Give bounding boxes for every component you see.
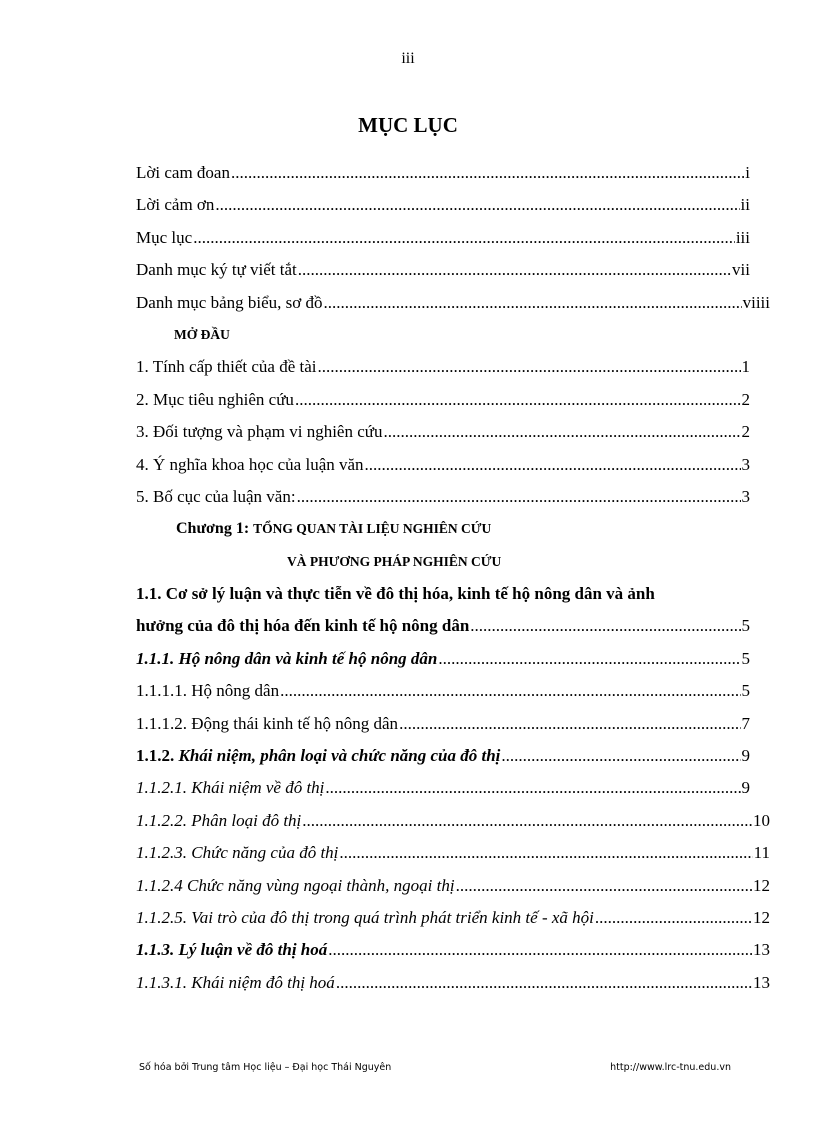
toc-entry-label: 2. Mục tiêu nghiên cứu xyxy=(136,389,294,409)
toc-entry-1-1-2-2[interactable] xyxy=(136,805,770,837)
toc-entry-page: 3 xyxy=(741,454,750,474)
toc-entry-1-1-2[interactable] xyxy=(136,740,750,772)
toc-entry-muc-luc[interactable] xyxy=(136,222,750,254)
toc-entry-page: 5 xyxy=(741,681,750,701)
toc-entry-page: 13 xyxy=(753,940,770,960)
toc-entry-page: 9 xyxy=(741,778,750,798)
toc-entry-label: 1.1.1. Hộ nông dân và kinh tế hộ nông dân xyxy=(136,648,438,668)
toc-entry-loi-cam-doan[interactable] xyxy=(136,157,750,189)
dot-leader xyxy=(215,189,739,221)
toc-entry-1-1-1[interactable] xyxy=(136,643,750,675)
dot-leader xyxy=(456,870,752,902)
toc-entry-page: iii xyxy=(735,227,750,247)
toc-entry-danh-muc-bang-bieu[interactable] xyxy=(136,287,770,319)
toc-entry-intro-2[interactable] xyxy=(136,384,750,416)
chapter-heading xyxy=(136,513,782,545)
toc-entry-page: 5 xyxy=(741,648,750,668)
toc-entry-label: Danh mục ký tự viết tắt xyxy=(136,260,297,280)
toc-entry-label: Mục lục xyxy=(136,227,193,247)
toc-entry-intro-4[interactable] xyxy=(136,449,750,481)
dot-leader xyxy=(328,934,752,966)
toc-entry-page: i xyxy=(745,163,750,182)
page-title: MỤC LỤC xyxy=(358,113,458,137)
dot-leader xyxy=(595,902,752,934)
toc-entry-page: 1 xyxy=(741,357,750,377)
toc-entry-label: 5. Bố cục của luận văn: xyxy=(136,486,296,506)
page-number: iii xyxy=(401,50,415,67)
toc-entry-1-1-3[interactable] xyxy=(136,934,770,966)
toc-entry-intro-5[interactable] xyxy=(136,481,750,513)
dot-leader xyxy=(193,222,735,254)
dot-leader xyxy=(365,449,741,481)
toc-entry-number: 1.1.2. xyxy=(136,746,175,766)
toc-entry-label: 3. Đối tượng và phạm vi nghiên cứu xyxy=(136,422,383,442)
toc-entry-page: 5 xyxy=(741,616,750,636)
toc-entry-intro-3[interactable] xyxy=(136,416,750,448)
toc-entry-label: 1.1.1.1. Hộ nông dân xyxy=(136,681,280,701)
toc-entry-label: Lời cam đoan xyxy=(136,163,230,182)
toc-entry-page: 3 xyxy=(741,486,750,506)
chapter-title-line2: VÀ PHƯƠNG PHÁP NGHIÊN CỨU xyxy=(287,553,502,569)
toc-entry-page: 11 xyxy=(753,843,770,863)
toc-entry-page: 12 xyxy=(753,875,770,895)
toc-entry-1-1-3-1[interactable] xyxy=(136,967,770,999)
dot-leader xyxy=(298,254,731,286)
toc-entry-1-1-2-5[interactable] xyxy=(136,902,770,934)
toc-entry-danh-muc-ky-tu[interactable] xyxy=(136,254,750,286)
dot-leader xyxy=(295,384,741,416)
toc-entry-loi-cam-on[interactable] xyxy=(136,189,750,221)
toc-entry-label: 1.1.3. Lý luận về đô thị hoá xyxy=(136,940,328,960)
dot-leader xyxy=(324,287,742,319)
dot-leader xyxy=(336,967,752,999)
toc-entry-label: 1.1.2.4 Chức năng vùng ngoại thành, ngoại thị xyxy=(136,875,455,895)
dot-leader xyxy=(470,610,740,642)
toc-entry-page: 2 xyxy=(741,389,750,409)
footer-credit: Số hóa bởi Trung tâm Học liệu – Đại học Thái Nguyên xyxy=(139,1062,392,1073)
dot-leader xyxy=(438,643,740,675)
toc-entry-label: 1.1.2.2. Phân loại đô thị xyxy=(136,810,302,830)
page-footer xyxy=(139,1062,731,1073)
dot-leader xyxy=(384,416,741,448)
dot-leader xyxy=(280,675,740,707)
toc-entry-page: 9 xyxy=(741,746,750,766)
toc-entry-page: viiii xyxy=(742,292,770,312)
toc-entry-page: 13 xyxy=(753,972,770,992)
dot-leader xyxy=(302,805,752,837)
toc-entry-label: 1.1.2.1. Khái niệm về đô thị xyxy=(136,778,325,798)
toc-entry-intro-1[interactable] xyxy=(136,351,750,383)
dot-leader xyxy=(325,772,740,804)
toc-entry-page: 2 xyxy=(741,422,750,442)
toc-entry-label: Danh mục bảng biểu, sơ đồ xyxy=(136,292,323,312)
toc-entry-page: 10 xyxy=(753,810,770,830)
toc-entry-page: 7 xyxy=(741,713,750,733)
toc-entry-page: 12 xyxy=(753,907,770,927)
dot-leader xyxy=(317,351,740,383)
chapter-title-line1: TỔNG QUAN TÀI LIỆU NGHIÊN CỨU xyxy=(253,521,492,537)
chapter-heading-continued xyxy=(136,546,782,578)
table-of-contents xyxy=(136,157,782,999)
toc-entry-1-1-line1[interactable]: 1.1. Cơ sở lý luận và thực tiễn về đô thị hóa, kinh tế hộ nông dân và ảnh xyxy=(136,584,655,604)
dot-leader xyxy=(501,740,740,772)
toc-entry-label: 1.1.2.3. Chức năng của đô thị xyxy=(136,843,339,863)
toc-entry-1-1-2-3[interactable] xyxy=(136,837,770,869)
toc-entry-page: ii xyxy=(740,195,750,215)
toc-entry-label: hưởng của đô thị hóa đến kinh tế hộ nông dân xyxy=(136,616,470,636)
toc-heading-mo-dau: MỞ ĐẦU xyxy=(174,326,230,342)
toc-entry-label: Lời cảm ơn xyxy=(136,195,215,215)
dot-leader xyxy=(339,837,752,869)
toc-entry-1-1[interactable] xyxy=(136,610,750,642)
toc-entry-label: 1. Tính cấp thiết của đề tài xyxy=(136,357,317,377)
toc-entry-label xyxy=(136,740,500,772)
toc-entry-title: Khái niệm, phân loại và chức năng của đô thị xyxy=(174,746,501,766)
toc-entry-1-1-1-1[interactable] xyxy=(136,675,750,707)
toc-entry-page: vii xyxy=(732,260,750,280)
dot-leader xyxy=(297,481,741,513)
toc-entry-label: 4. Ý nghĩa khoa học của luận văn xyxy=(136,454,364,474)
toc-entry-1-1-2-4[interactable] xyxy=(136,870,770,902)
toc-entry-1-1-2-1[interactable] xyxy=(136,772,750,804)
toc-entry-1-1-1-2[interactable] xyxy=(136,708,750,740)
chapter-number: Chương 1: xyxy=(176,520,250,538)
footer-url[interactable]: http://www.lrc-tnu.edu.vn xyxy=(610,1062,731,1073)
toc-entry-label: 1.1.3.1. Khái niệm đô thị hoá xyxy=(136,972,335,992)
dot-leader xyxy=(399,708,740,740)
dot-leader xyxy=(231,157,744,189)
toc-entry-label: 1.1.2.5. Vai trò của đô thị trong quá trình phát triển kinh tế - xã hội xyxy=(136,907,594,927)
toc-entry-label: 1.1.1.2. Động thái kinh tế hộ nông dân xyxy=(136,713,399,733)
